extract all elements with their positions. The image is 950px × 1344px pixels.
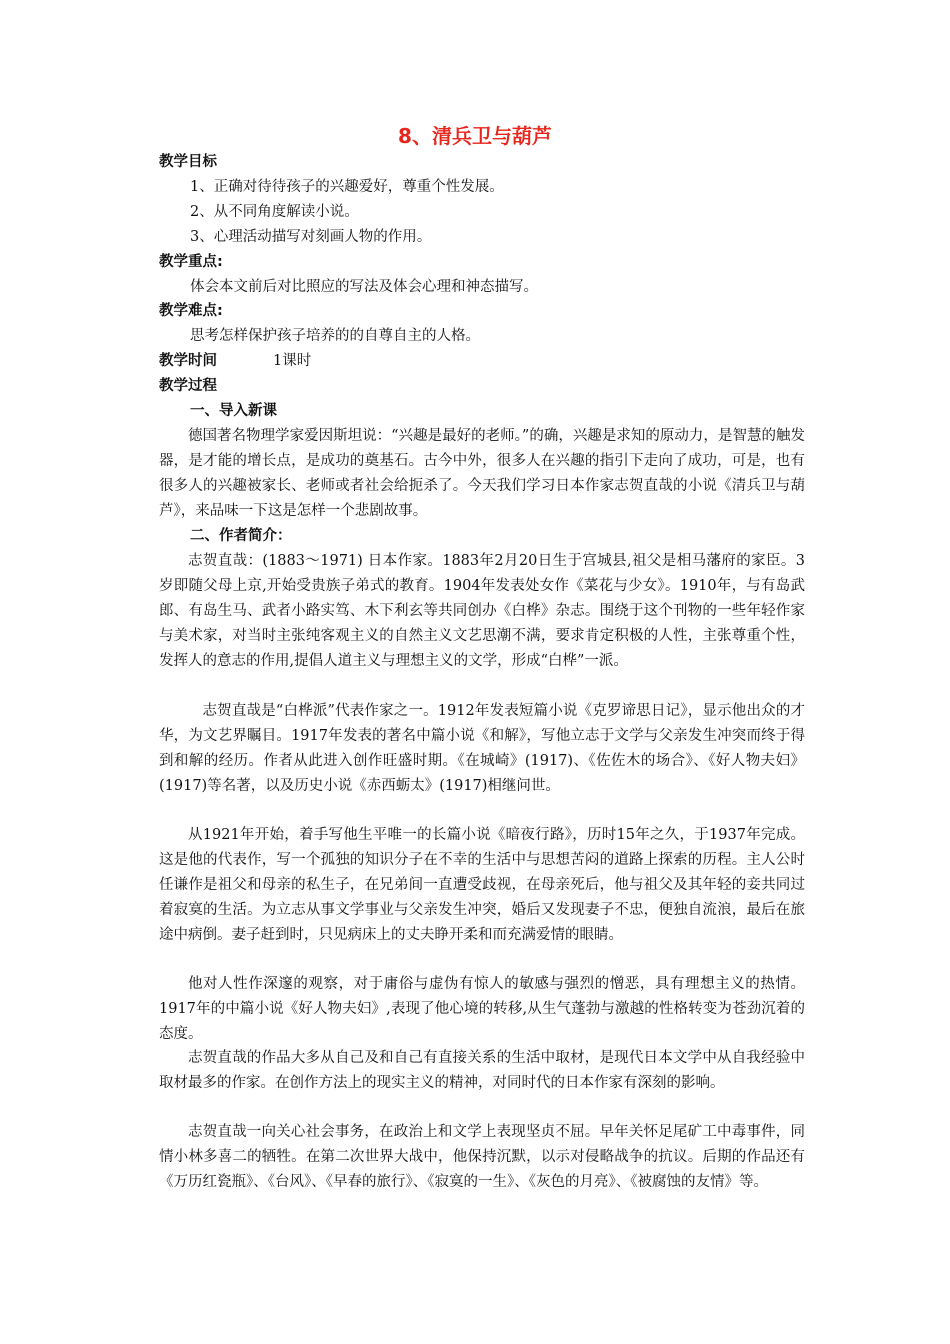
time-heading: 教学时间 [159, 353, 217, 369]
author-paragraph: 志贺直哉是“白桦派”代表作家之一。1912年发表短篇小说《克罗谛思日记》，显示他出众的才华，为文艺界瞩目。1917年发表的著名中篇小说《和解》，写他立志于文学与父亲发生冲突而终于得到和解的经历。作者从此进入创作旺盛时期。《在城崎》(1917)、《佐佐木的场合》、《好人物夫妇》(1917)等名著，以及历史小说《赤西蛎太》(1917)相继问世。 [159, 703, 805, 794]
objective-item: 2、从不同角度解读小说。 [190, 204, 359, 220]
process-heading: 教学过程 [159, 378, 217, 394]
author-paragraph: 志贺直哉：(1883～1971) 日本作家。1883年2月20日生于宫城县,祖父是相马藩府的家臣。3岁即随父母上京,开始受贵族子弟式的教育。1904年发表处女作《菜花与少女》。1910年，与有岛武郎、有岛生马、武者小路实笃、木下利玄等共同创办《白桦》杂志。围绕于这个刊物的一些年轻作家与美术家，对当时主张纯客观主义的自然主义文艺思潮不满，要求肯定积极的人性，主张尊重个性，发挥人的意志的作用,提倡人道主义与理想主义的文学，形成“白桦”一派。 [159, 553, 805, 669]
author-paragraph: 他对人性作深邃的观察，对于庸俗与虚伪有惊人的敏感与强烈的憎恶，具有理想主义的热情。1917年的中篇小说《好人物夫妇》,表现了他心境的转移,从生气蓬勃与激越的性格转变为苍劲沉着的态度。 [159, 976, 805, 1042]
author-paragraph: 志贺直哉的作品大多从自己及和自己有直接关系的生活中取材，是现代日本文学中从自我经验中取材最多的作家。在创作方法上的现实主义的精神，对同时代的日本作家有深刻的影响。 [159, 1050, 805, 1091]
intro-paragraph: 德国著名物理学家爱因斯坦说：“兴趣是最好的老师。”的确，兴趣是求知的原动力，是智慧的触发器，是才能的增长点，是成功的奠基石。古今中外，很多人在兴趣的指引下走向了成功，可是，也有很多人的兴趣被家长、老师或者社会给扼杀了。今天我们学习日本作家志贺直哉的小说《清兵卫与葫芦》，来品味一下这是怎样一个悲剧故事。 [159, 428, 805, 519]
objectives-heading: 教学目标 [159, 154, 217, 170]
difficulties-heading: 教学难点: [159, 303, 223, 319]
key-points-text: 体会本文前后对比照应的写法及体会心理和神态描写。 [190, 279, 538, 295]
objective-item: 1、正确对待待孩子的兴趣爱好，尊重个性发展。 [190, 179, 504, 195]
key-points-heading: 教学重点: [159, 254, 223, 270]
time-value: 1课时 [273, 353, 312, 369]
author-paragraph: 志贺直哉一向关心社会事务，在政治上和文学上表现坚贞不屈。早年关怀足尾矿工中毒事件，同情小林多喜二的牺牲。在第二次世界大战中，他保持沉默，以示对侵略战争的抗议。后期的作品还有《万历红瓷瓶》、《台风》、《早春的旅行》、《寂寞的一生》、《灰色的月亮》、《被腐蚀的友情》等。 [159, 1124, 805, 1190]
document-title: 8、清兵卫与葫芦 [398, 124, 552, 148]
difficulties-text: 思考怎样保护孩子培养的的自尊自主的人格。 [190, 328, 480, 344]
section-heading-author: 二、作者简介： [190, 528, 292, 544]
section-heading-intro: 一、导入新课 [190, 403, 277, 419]
objective-item: 3、心理活动描写对刻画人物的作用。 [190, 229, 432, 245]
author-paragraph: 从1921年开始，着手写他生平唯一的长篇小说《暗夜行路》，历时15年之久，于1937年完成。这是他的代表作，写一个孤独的知识分子在不幸的生活中与思想苦闷的道路上探索的历程。主人公时任谦作是祖父和母亲的私生子，在兄弟间一直遭受歧视，在母亲死后，他与祖父及其年轻的妾共同过着寂寞的生活。为立志从事文学事业与父亲发生冲突，婚后又发现妻子不忠，便独自流浪，最后在旅途中病倒。妻子赶到时，只见病床上的丈夫睁开柔和而充满爱情的眼睛。 [159, 827, 805, 943]
